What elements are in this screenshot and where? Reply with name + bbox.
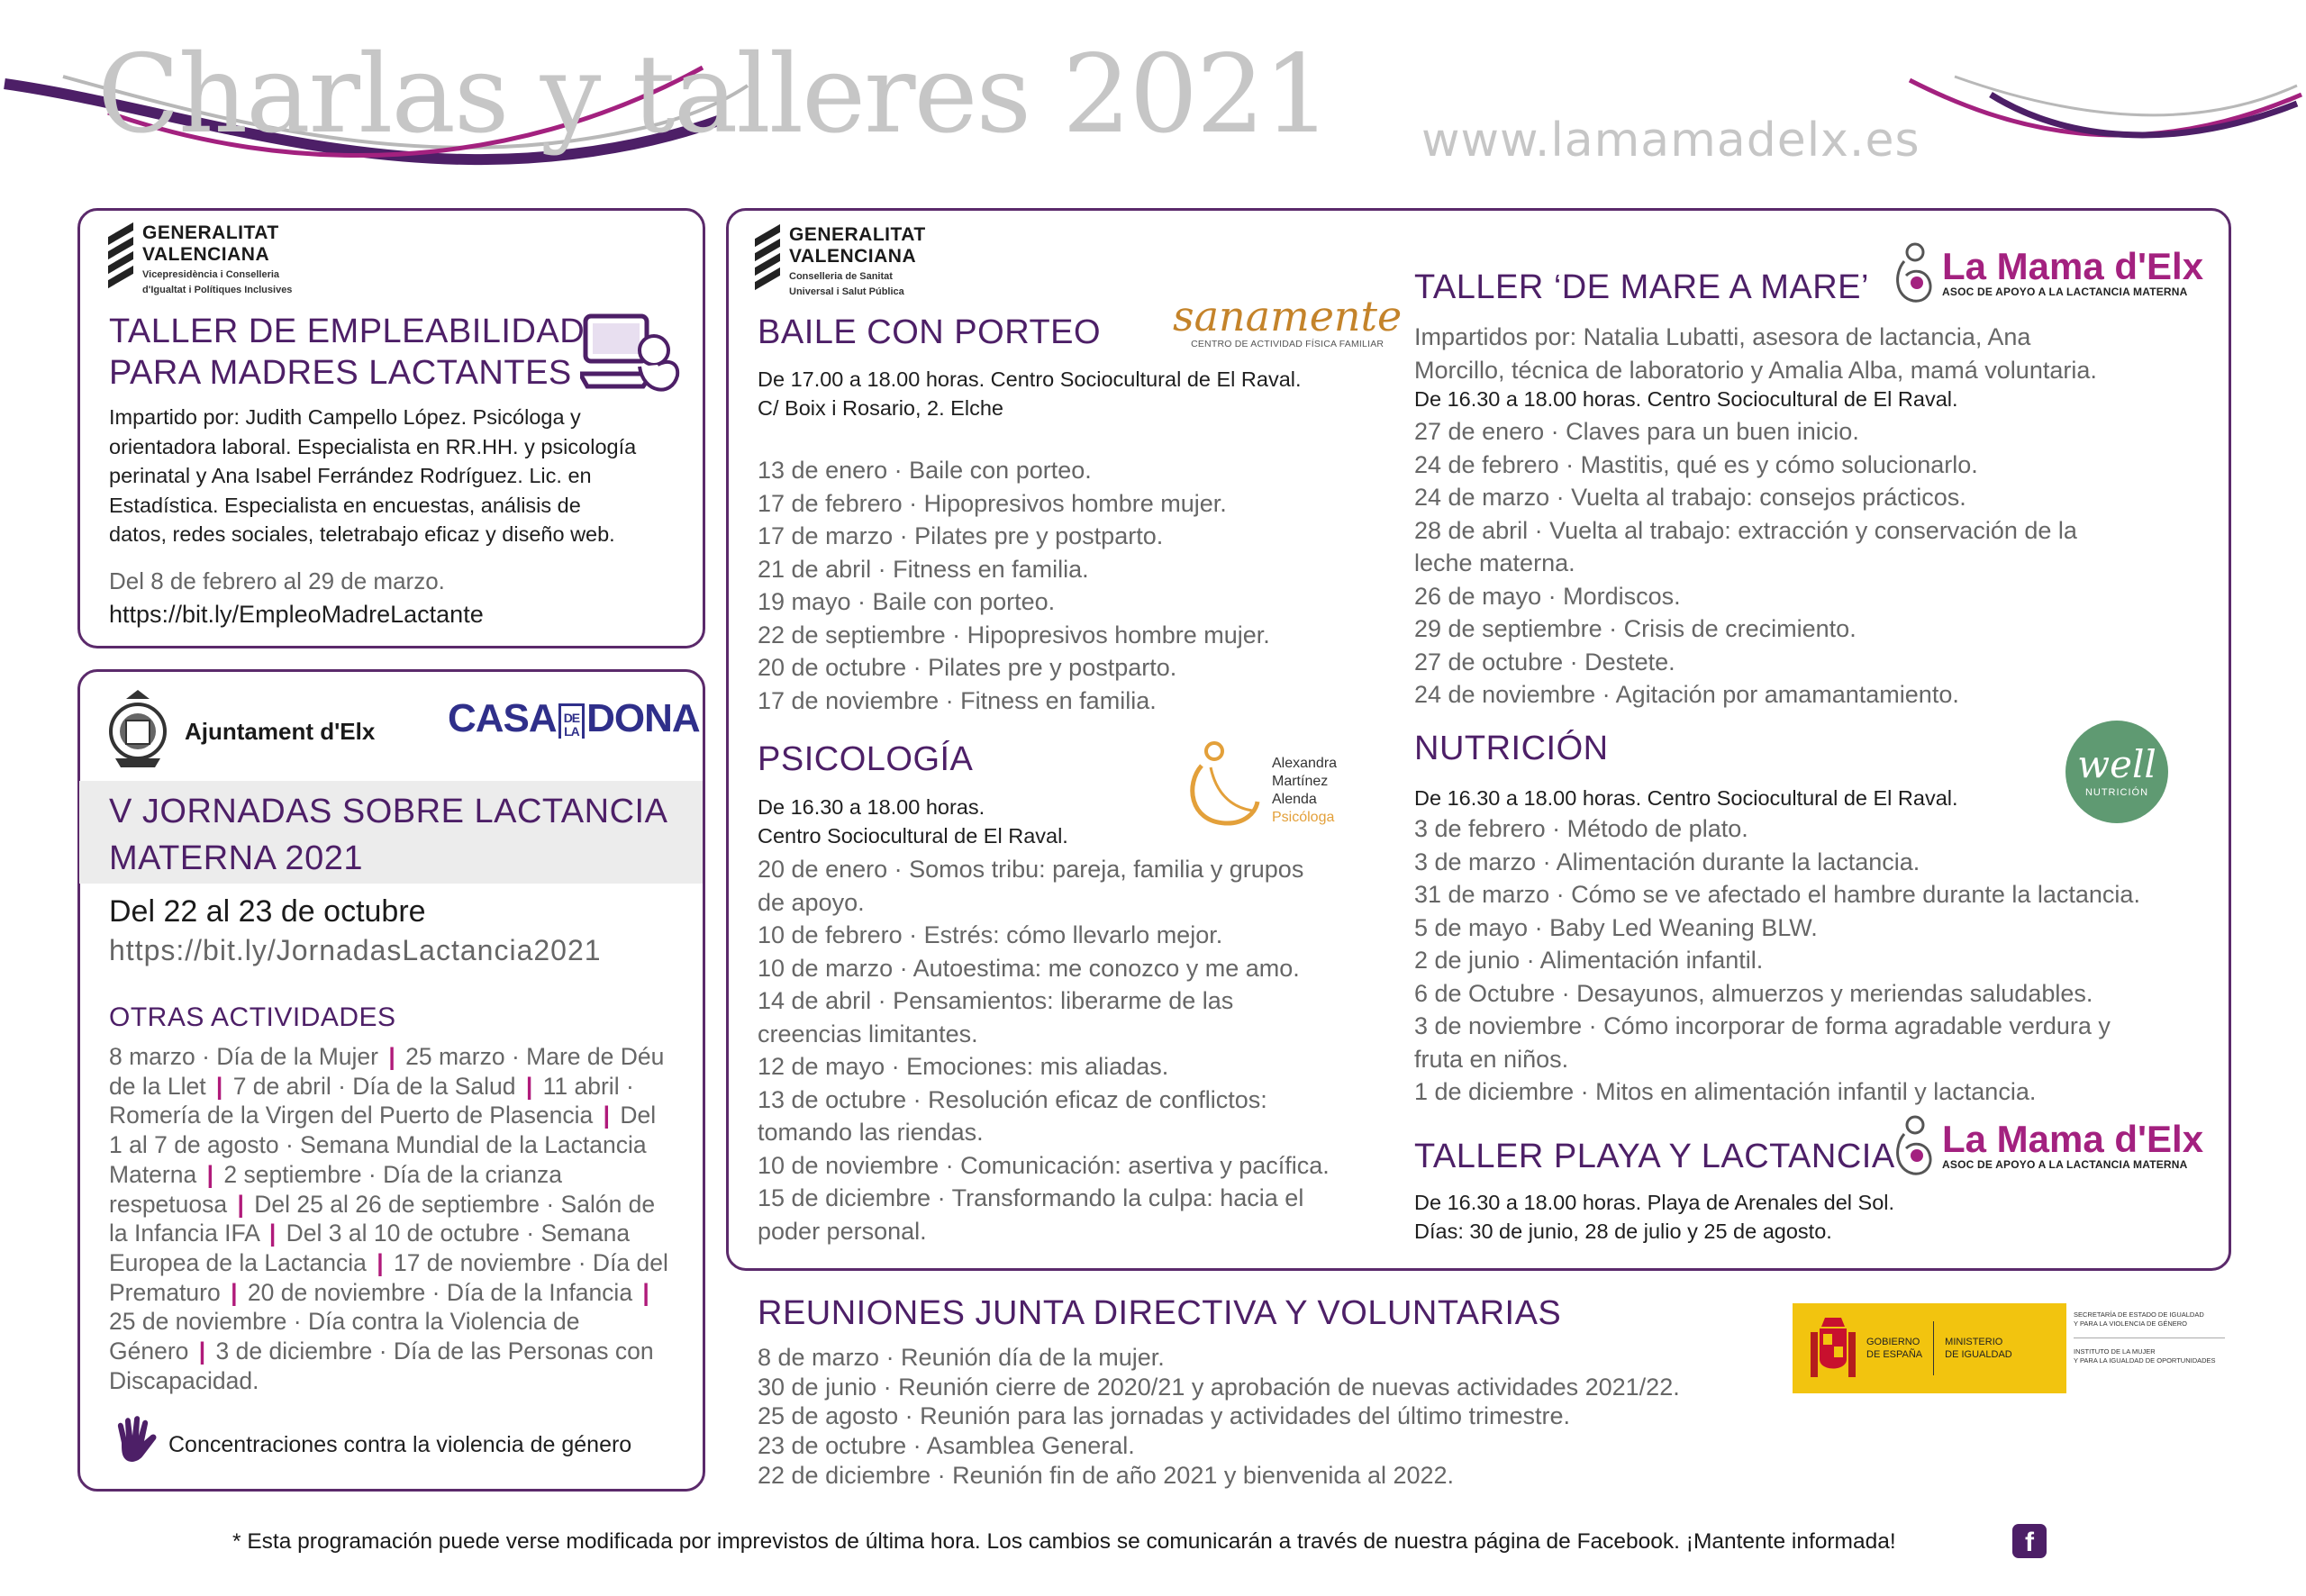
casa-roof-icon: DE LA <box>558 703 585 739</box>
list-item: 24 de febrero · Mastitis, qué es y cómo solucionarlo. <box>1414 450 1978 478</box>
footer-note: * Esta programación puede verse modificada por imprevistos de última hora. Los cambios se comunicarán a través de nuestra página de Facebook. ¡Mantente informada! <box>232 1529 1896 1554</box>
list-item: 25 de noviembre · Día contra la Violencia de <box>109 1308 580 1336</box>
list-item: 17 de febrero · Hipopresivos hombre mujer. <box>758 489 1227 517</box>
list-item: Género | 3 de diciembre · Día de las Personas con <box>109 1338 654 1365</box>
reuniones-list <box>758 1343 1680 1491</box>
list-item: 20 de enero · Somos tribu: pareja, familia y grupos <box>758 856 1304 883</box>
computer-baby-icon <box>580 311 681 401</box>
mother-baby-icon <box>1890 1114 1935 1177</box>
separator-bar: | <box>215 1072 223 1100</box>
mare-list <box>1414 415 2077 712</box>
empleabilidad-title: TALLER DE EMPLEABILIDAD PARA MADRES LACTANTES <box>109 313 586 392</box>
list-item: creencias limitantes. <box>758 1020 978 1047</box>
list-item: la Infancia IFA | Del 3 al 10 de octubre · Semana <box>109 1220 631 1247</box>
list-item: 20 de octubre · Pilates pre y postparto. <box>758 654 1177 681</box>
separator-bar: | <box>642 1278 649 1306</box>
generalitat-logo-sanitat <box>755 224 926 298</box>
logo-name: VALENCIANA <box>789 246 917 267</box>
separator-bar: | <box>268 1220 277 1247</box>
list-item: Discapacidad. <box>109 1366 259 1394</box>
sanamente-logo: sanamente CENTRO DE ACTIVIDAD FÍSICA FAMILIAR <box>1173 292 1403 349</box>
playa-info: De 16.30 a 18.00 horas. Playa de Arenales del Sol. Días: 30 de junio, 28 de julio y 25 de agosto. <box>1414 1191 1895 1243</box>
separator-bar: | <box>377 1248 384 1276</box>
generalitat-mark-icon <box>108 222 133 291</box>
ajuntament-crest-icon <box>106 686 169 769</box>
list-item: 13 de enero · Baile con porteo. <box>758 457 1092 484</box>
logo-name: VALENCIANA <box>142 244 270 265</box>
separator-bar: | <box>231 1278 238 1306</box>
list-item: Prematuro | 20 de noviembre · Día de la Infancia | <box>109 1278 649 1306</box>
list-item: 24 de marzo · Vuelta al trabajo: consejos prácticos. <box>1414 484 1966 511</box>
violencia-note: Concentraciones contra la violencia de género <box>168 1432 632 1457</box>
mare-info: De 16.30 a 18.00 horas. Centro Sociocultural de El Raval. <box>1414 387 1958 411</box>
decorative-swoosh-right <box>1901 68 2306 167</box>
mare-description: Impartidos por: Natalia Lubatti, asesora de lactancia, Ana Morcillo, técnica de laboratorio y Amalia Alba, mamá voluntaria. <box>1414 323 2097 384</box>
generalitat-logo <box>108 222 292 296</box>
playa-title: TALLER PLAYA Y LACTANCIA <box>1414 1138 1895 1175</box>
list-item: 31 de marzo · Cómo se ve afectado el hambre durante la lactancia. <box>1414 881 2140 908</box>
la-mama-delx-logo-2: La Mama d'Elx ASOC DE APOYO A LA LACTANCIA MATERNA <box>1890 1114 2203 1177</box>
nutricion-list <box>1414 812 2140 1109</box>
list-item: de apoyo. <box>758 888 865 916</box>
list-item: 8 de marzo · Reunión día de la mujer. <box>758 1344 1165 1371</box>
separator-bar: | <box>198 1338 206 1365</box>
facebook-icon[interactable]: f <box>2012 1524 2047 1558</box>
empleabilidad-description: Impartido por: Judith Campello López. Psicóloga y orientadora laboral. Especialista en RR.HH. y psicología perinatal y Ana Isabel Ferrández Rodríguez. Lic. en Estadística. Especialista en encuestas, análisis de datos, redes sociales, teletrabajo eficaz y diseño web. <box>109 405 637 546</box>
list-item: 29 de septiembre · Crisis de crecimiento. <box>1414 615 1857 642</box>
list-item: 28 de abril · Vuelta al trabajo: extracción y conservación de la <box>1414 516 2077 544</box>
mother-baby-icon <box>1890 241 1935 304</box>
psicologia-title: PSICOLOGÍA <box>758 740 974 778</box>
list-item: 10 de noviembre · Comunicación: asertiva y pacífica. <box>758 1151 1330 1179</box>
list-item: 13 de octubre · Resolución eficaz de conflictos: <box>758 1085 1267 1113</box>
casa-de-la-dona-logo: CASA DE LA DONA <box>448 696 700 740</box>
empleabilidad-dates: Del 8 de febrero al 29 de marzo. <box>109 567 445 594</box>
list-item: 27 de octubre · Destete. <box>1414 648 1675 676</box>
reuniones-title: REUNIONES JUNTA DIRECTIVA Y VOLUNTARIAS <box>758 1294 1562 1332</box>
list-item: tomando las riendas. <box>758 1119 984 1146</box>
list-item: 17 de noviembre · Fitness en familia. <box>758 686 1157 714</box>
psicologia-info: De 16.30 a 18.00 horas. Centro Sociocultural de El Raval. <box>758 795 1068 848</box>
logo-name: GENERALITAT <box>142 222 279 243</box>
list-item: 12 de mayo · Emociones: mis aliadas. <box>758 1053 1169 1080</box>
list-item: 26 de mayo · Mordiscos. <box>1414 582 1681 610</box>
list-item: 8 marzo · Día de la Mujer | 25 marzo · Mare de Déu <box>109 1043 665 1070</box>
nutricion-title: NUTRICIÓN <box>1414 730 1609 767</box>
baile-info: De 17.00 a 18.00 horas. Centro Sociocultural de El Raval. C/ Boix i Rosario, 2. Elche <box>758 367 1302 420</box>
list-item: 5 de mayo · Baby Led Weaning BLW. <box>1414 913 1818 941</box>
otras-actividades-title: OTRAS ACTIVIDADES <box>109 1002 396 1032</box>
list-item: 2 de junio · Alimentación infantil. <box>1414 947 1764 974</box>
page-title: Charlas y talleres 2021 <box>97 32 1330 158</box>
list-item: 14 de abril · Pensamientos: liberarme de las <box>758 987 1234 1014</box>
list-item: Romería de la Virgen del Puerto de Plasencia | Del <box>109 1102 657 1129</box>
list-item: leche materna. <box>1414 549 1575 576</box>
logo-subtitle: Vicepresidència i Conselleria <box>142 269 280 280</box>
logo-subtitle: Universal i Salut Pública <box>789 286 904 297</box>
list-item: 3 de febrero · Método de plato. <box>1414 815 1748 842</box>
list-item: 27 de enero · Claves para un buen inicio. <box>1414 418 1859 445</box>
mare-title: TALLER ‘DE MARE A MARE’ <box>1414 268 1869 306</box>
list-item: 30 de junio · Reunión cierre de 2020/21 y aprobación de nuevas actividades 2021/22. <box>758 1373 1680 1401</box>
psicologa-logo: Alexandra Martínez Alenda Psicóloga <box>1272 756 1338 825</box>
list-item: 19 mayo · Baile con porteo. <box>758 588 1056 615</box>
separator-bar: | <box>603 1102 610 1129</box>
hand-icon <box>113 1416 159 1466</box>
logo-subtitle: d'Igualtat i Polítiques Inclusives <box>142 285 293 295</box>
list-item: poder personal. <box>758 1217 927 1245</box>
list-item: respetuosa | Del 25 al 26 de septiembre · Salón de <box>109 1190 656 1218</box>
list-item: 3 de noviembre · Cómo incorporar de forma agradable verdura y <box>1414 1012 2111 1039</box>
list-item: 17 de marzo · Pilates pre y postparto. <box>758 522 1164 549</box>
separator-bar: | <box>206 1160 213 1188</box>
well-nutricion-logo: well NUTRICIÓN <box>2065 721 2168 823</box>
separator-bar: | <box>237 1190 244 1218</box>
list-item: 1 al 7 de agosto · Semana Mundial de la Lactancia <box>109 1131 647 1159</box>
baile-list <box>758 454 1270 717</box>
jornadas-link[interactable]: https://bit.ly/JornadasLactancia2021 <box>109 934 602 966</box>
la-mama-delx-logo: La Mama d'Elx ASOC DE APOYO A LA LACTANCIA MATERNA <box>1890 241 2203 304</box>
logo-name: GENERALITAT <box>789 224 926 245</box>
gobierno-igualdad-logo: GOBIERNO DE ESPAÑA MINISTERIO DE IGUALDAD SECRETARÍA DE ESTADO DE IGUALDAD Y PARA LA VIOLENCIA DE GÉNERO INSTITUTO DE LA MUJER Y PARA LA IGUALDAD DE OPORTUNIDADES <box>1793 1303 2225 1393</box>
psicologia-list <box>758 853 1330 1247</box>
empleabilidad-link[interactable]: https://bit.ly/EmpleoMadreLactante <box>109 601 484 628</box>
list-item: 10 de marzo · Autoestima: me conozco y me amo. <box>758 954 1300 982</box>
list-item: 21 de abril · Fitness en familia. <box>758 555 1089 583</box>
list-item: de la Llet | 7 de abril · Día de la Salud | 11 abril · <box>109 1072 634 1100</box>
list-item: 24 de noviembre · Agitación por amamantamiento. <box>1414 681 1959 708</box>
separator-bar: | <box>388 1043 395 1070</box>
list-item: 22 de septiembre · Hipopresivos hombre mujer. <box>758 621 1270 648</box>
psicologa-figure-icon <box>1180 739 1261 830</box>
list-item: fruta en niños. <box>1414 1045 1569 1073</box>
website-url[interactable]: www.lamamadelx.es <box>1421 113 1920 168</box>
list-item: 25 de agosto · Reunión para las jornadas y actividades del último trimestre. <box>758 1402 1570 1430</box>
baile-title: BAILE CON PORTEO <box>758 313 1102 351</box>
jornadas-title: V JORNADAS SOBRE LACTANCIA MATERNA 2021 <box>109 793 668 877</box>
list-item: 15 de diciembre · Transformando la culpa: hacia el <box>758 1184 1304 1211</box>
list-item: 1 de diciembre · Mitos en alimentación infantil y lactancia. <box>1414 1078 2037 1105</box>
list-item: Europea de la Lactancia | 17 de noviembre · Día del <box>109 1248 668 1276</box>
list-item: 6 de Octubre · Desayunos, almuerzos y meriendas saludables. <box>1414 979 2093 1007</box>
separator-bar: | <box>525 1072 533 1100</box>
logo-subtitle: Conselleria de Sanitat <box>789 271 893 282</box>
otras-actividades-list <box>109 1042 668 1395</box>
spain-coat-of-arms-icon <box>1807 1314 1859 1383</box>
list-item: 22 de diciembre · Reunión fin de año 2021 y bienvenida al 2022. <box>758 1461 1455 1489</box>
generalitat-mark-icon <box>755 224 780 293</box>
nutricion-info: De 16.30 a 18.00 horas. Centro Sociocultural de El Raval. <box>1414 786 1958 810</box>
list-item: Materna | 2 septiembre · Día de la crianza <box>109 1160 562 1188</box>
list-item: 23 de octubre · Asamblea General. <box>758 1432 1135 1460</box>
ajuntament-logo: Ajuntament d'Elx <box>185 718 376 745</box>
list-item: 10 de febrero · Estrés: cómo llevarlo mejor. <box>758 921 1223 948</box>
list-item: 3 de marzo · Alimentación durante la lactancia. <box>1414 848 1920 875</box>
jornadas-dates: Del 22 al 23 de octubre <box>109 894 426 929</box>
